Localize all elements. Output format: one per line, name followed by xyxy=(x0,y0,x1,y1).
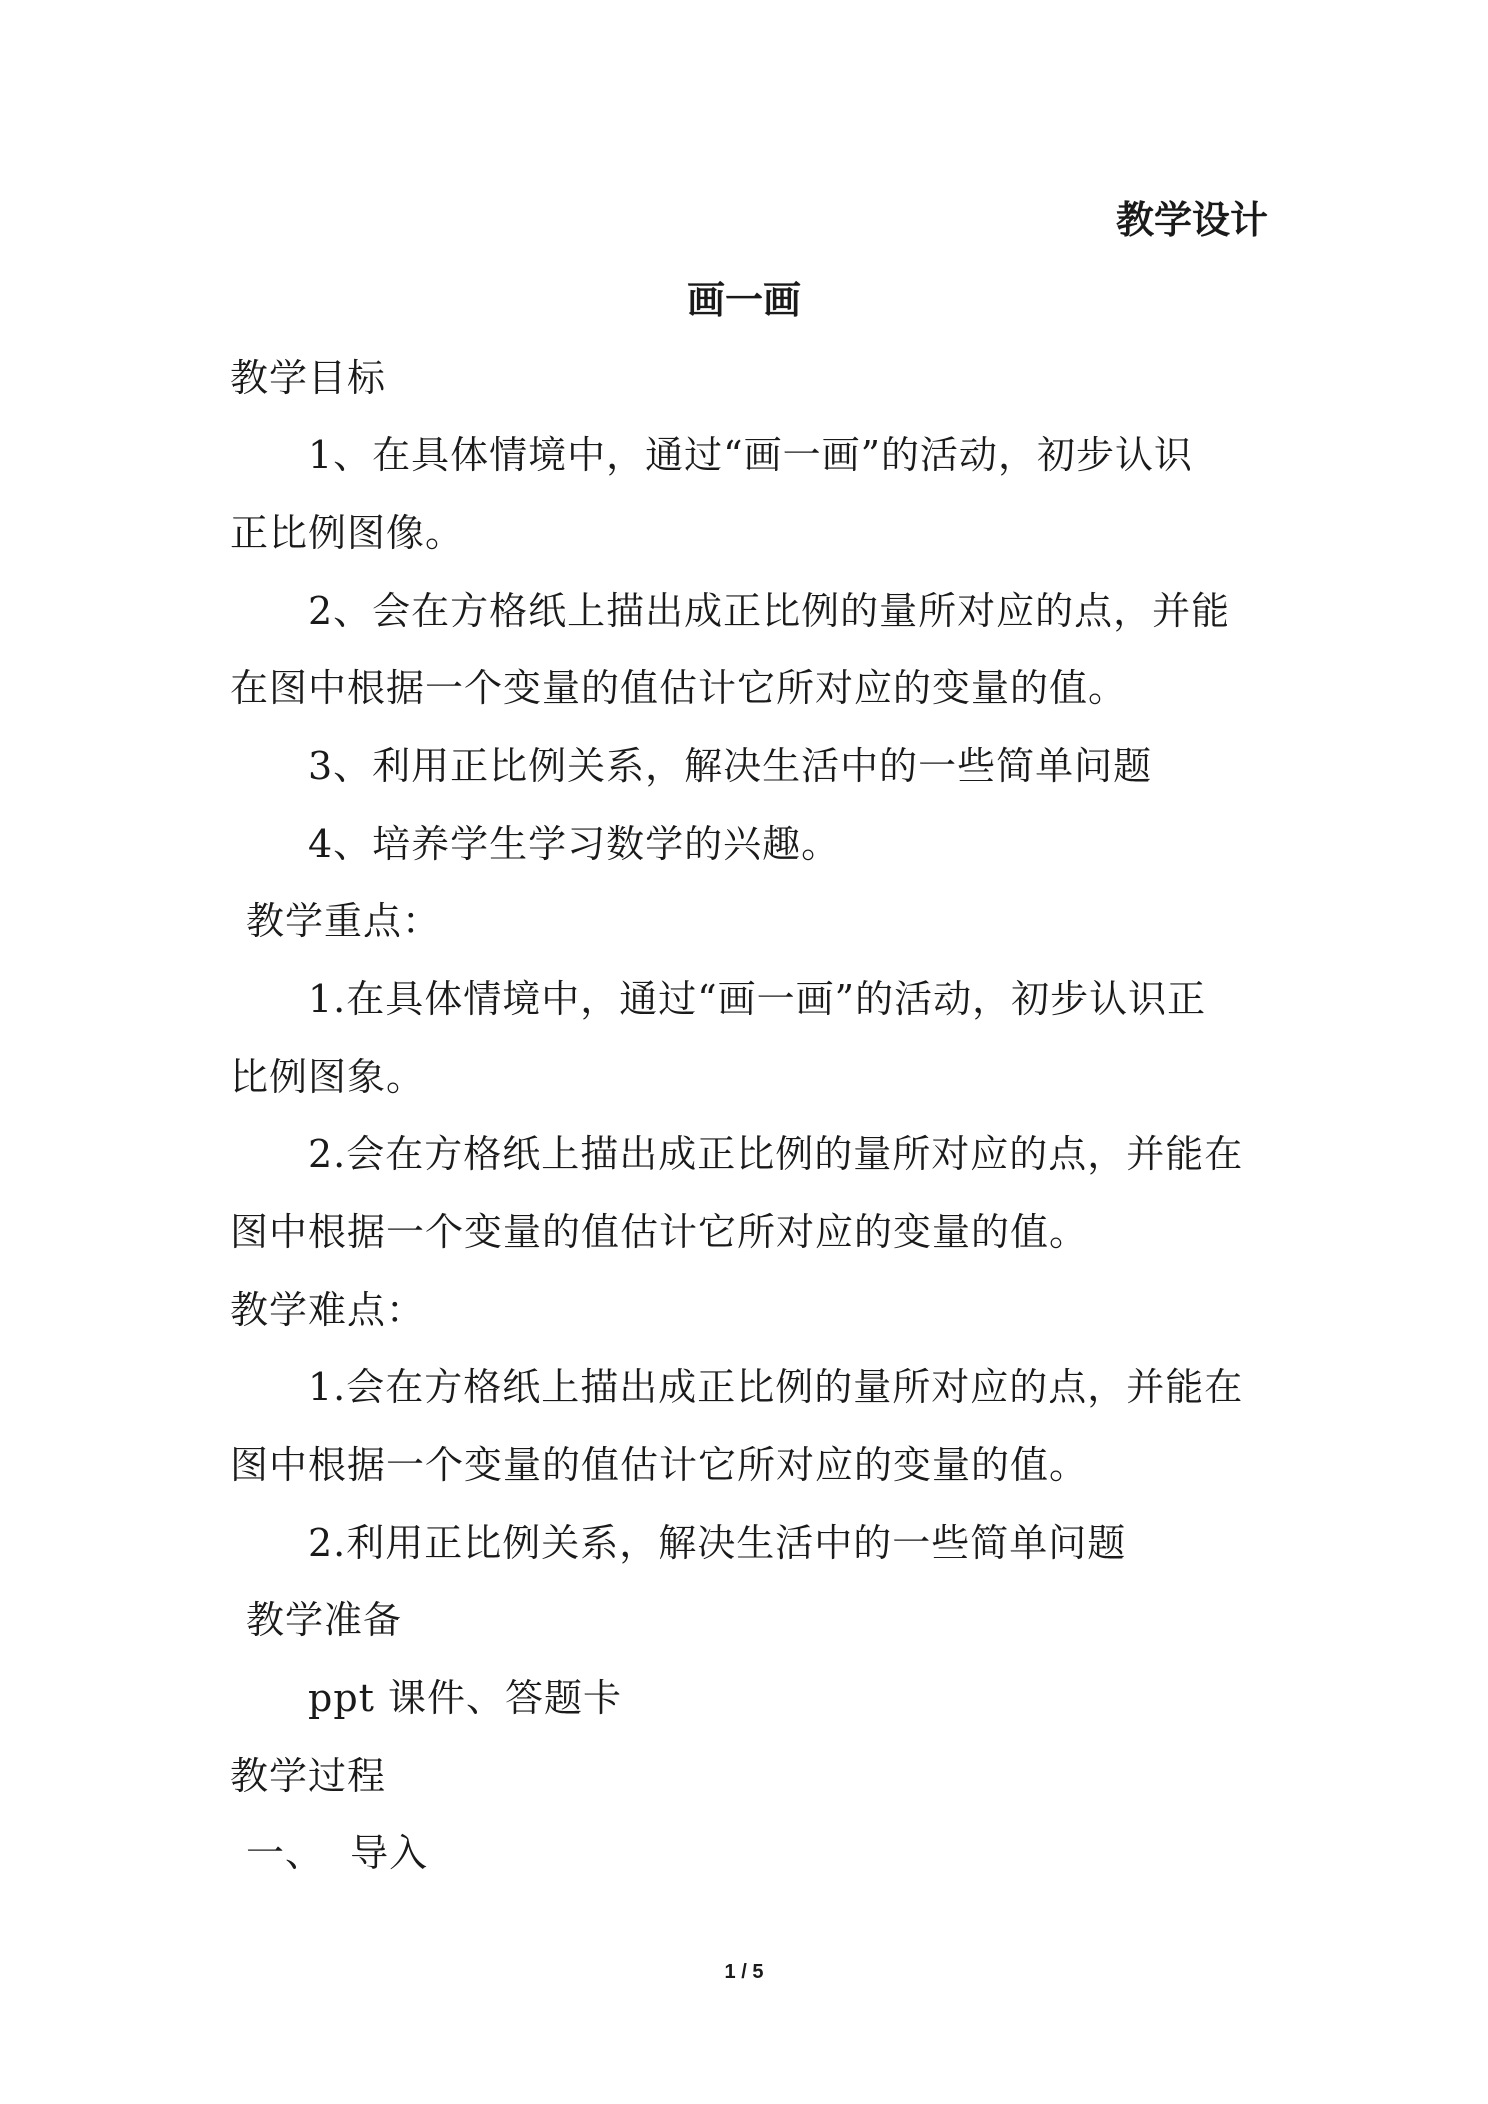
difficult-point-line: 图中根据一个变量的值估计它所对应的变量的值。 xyxy=(230,1443,1089,1487)
process-step-intro: 一、 导入 xyxy=(246,1831,429,1875)
section-heading-goals: 教学目标 xyxy=(230,356,387,400)
goal-line: 正比例图像。 xyxy=(230,511,465,555)
section-heading-key-points: 教学重点： xyxy=(246,899,442,943)
key-point-line: 1.在具体情境中，通过“画一画”的活动，初步认识正 xyxy=(308,977,1207,1021)
difficult-point-line: 1.会在方格纸上描出成正比例的量所对应的点，并能在 xyxy=(308,1365,1244,1409)
document-title: 画一画 xyxy=(686,278,801,322)
goal-line: 4、培养学生学习数学的兴趣。 xyxy=(308,822,841,866)
key-point-line: 2.会在方格纸上描出成正比例的量所对应的点，并能在 xyxy=(308,1132,1244,1176)
section-heading-difficult-points: 教学难点： xyxy=(230,1288,426,1332)
key-point-line: 图中根据一个变量的值估计它所对应的变量的值。 xyxy=(230,1210,1089,1254)
goal-line: 1、在具体情境中，通过“画一画”的活动，初步认识 xyxy=(308,433,1194,477)
section-heading-preparation: 教学准备 xyxy=(246,1598,403,1642)
goal-line: 在图中根据一个变量的值估计它所对应的变量的值。 xyxy=(230,666,1128,710)
preparation-items: ppt 课件、答题卡 xyxy=(308,1676,623,1720)
key-point-line: 比例图象。 xyxy=(230,1055,426,1099)
difficult-point-line: 2.利用正比例关系，解决生活中的一些简单问题 xyxy=(308,1521,1127,1565)
section-heading-process: 教学过程 xyxy=(230,1754,387,1798)
goal-line: 3、利用正比例关系，解决生活中的一些简单问题 xyxy=(308,744,1153,788)
goal-line: 2、会在方格纸上描出成正比例的量所对应的点，并能 xyxy=(308,589,1231,633)
page-number: 1 / 5 xyxy=(724,1961,764,1983)
document-type-label: 教学设计 xyxy=(1115,198,1268,242)
